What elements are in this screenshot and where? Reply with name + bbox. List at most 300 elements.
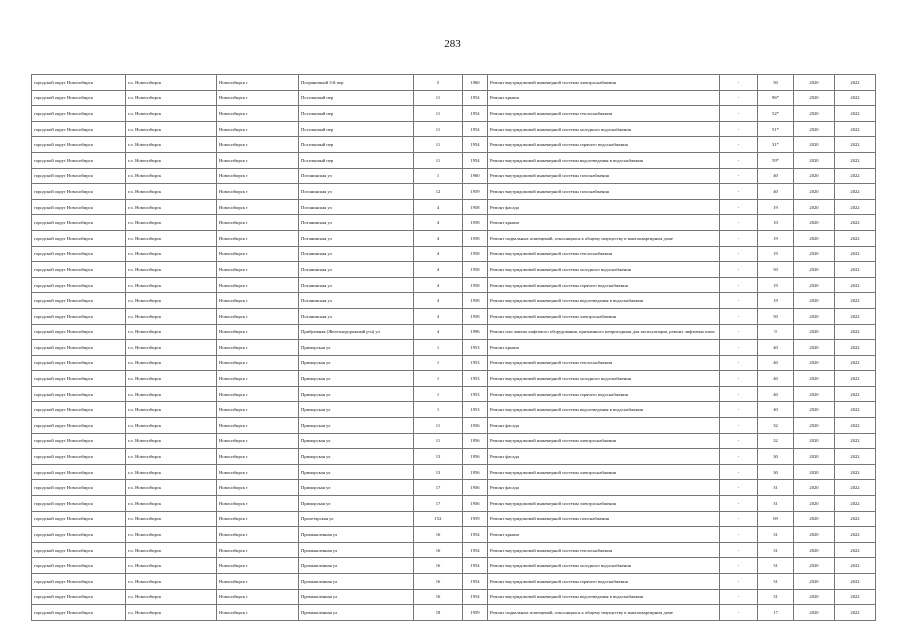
cell-locality: Новосибирск г xyxy=(217,386,299,402)
cell-end-year: 2022 xyxy=(835,293,876,309)
cell-construction-year: 1958 xyxy=(463,246,488,262)
table-row xyxy=(32,418,876,434)
cell-dash: - xyxy=(720,168,758,184)
cell-locality: Новосибирск г xyxy=(217,340,299,356)
cell-street: Потанинская ул xyxy=(299,293,414,309)
cell-city-district: г.о. Новосибирск xyxy=(126,199,217,215)
table-row xyxy=(32,480,876,496)
cell-start-year: 2020 xyxy=(794,527,835,543)
cell-end-year: 2022 xyxy=(835,90,876,106)
cell-cost: 50 xyxy=(758,75,794,91)
cell-construction-year: 1954 xyxy=(463,121,488,137)
cell-city-district: г.о. Новосибирск xyxy=(126,496,217,512)
cell-end-year: 2022 xyxy=(835,75,876,91)
cell-construction-year: 1953 xyxy=(463,355,488,371)
cell-start-year: 2020 xyxy=(794,511,835,527)
cell-house-number: 4 xyxy=(414,246,463,262)
cell-work-type: Ремонт внутридомовой инженерной системы электроснабжения xyxy=(488,496,720,512)
table-body xyxy=(32,75,876,621)
cell-end-year: 2022 xyxy=(835,496,876,512)
cell-start-year: 2020 xyxy=(794,199,835,215)
cell-house-number: 12 xyxy=(414,184,463,200)
cell-construction-year: 1958 xyxy=(463,277,488,293)
cell-city-district: г.о. Новосибирск xyxy=(126,371,217,387)
cell-locality: Новосибирск г xyxy=(217,418,299,434)
cell-city-district: г.о. Новосибирск xyxy=(126,589,217,605)
cell-locality: Новосибирск г xyxy=(217,230,299,246)
cell-dash: - xyxy=(720,449,758,465)
cell-cost: 59* xyxy=(758,152,794,168)
cell-house-number: 11 xyxy=(414,90,463,106)
table-row xyxy=(32,386,876,402)
cell-city-district: г.о. Новосибирск xyxy=(126,277,217,293)
cell-house-number: 1 xyxy=(414,340,463,356)
cell-municipal-district: городской округ Новосибирск xyxy=(32,418,126,434)
cell-start-year: 2020 xyxy=(794,308,835,324)
cell-end-year: 2022 xyxy=(835,355,876,371)
cell-municipal-district: городской округ Новосибирск xyxy=(32,75,126,91)
cell-cost: 40 xyxy=(758,184,794,200)
cell-municipal-district: городской округ Новосибирск xyxy=(32,293,126,309)
cell-municipal-district: городской округ Новосибирск xyxy=(32,464,126,480)
cell-end-year: 2022 xyxy=(835,262,876,278)
cell-locality: Новосибирск г xyxy=(217,324,299,340)
cell-end-year: 2022 xyxy=(835,324,876,340)
cell-dash: - xyxy=(720,386,758,402)
cell-city-district: г.о. Новосибирск xyxy=(126,386,217,402)
cell-cost: 40 xyxy=(758,168,794,184)
cell-city-district: г.о. Новосибирск xyxy=(126,106,217,122)
cell-city-district: г.о. Новосибирск xyxy=(126,464,217,480)
cell-city-district: г.о. Новосибирск xyxy=(126,90,217,106)
cell-locality: Новосибирск г xyxy=(217,449,299,465)
cell-end-year: 2022 xyxy=(835,480,876,496)
cell-house-number: 4 xyxy=(414,324,463,340)
cell-locality: Новосибирск г xyxy=(217,137,299,153)
cell-end-year: 2022 xyxy=(835,121,876,137)
cell-cost: 17 xyxy=(758,605,794,621)
cell-municipal-district: городской округ Новосибирск xyxy=(32,496,126,512)
cell-start-year: 2020 xyxy=(794,589,835,605)
cell-cost: 31 xyxy=(758,496,794,512)
cell-locality: Новосибирск г xyxy=(217,246,299,262)
cell-end-year: 2022 xyxy=(835,340,876,356)
cell-cost: 40 xyxy=(758,371,794,387)
cell-start-year: 2020 xyxy=(794,496,835,512)
cell-start-year: 2020 xyxy=(794,480,835,496)
cell-locality: Новосибирск г xyxy=(217,168,299,184)
cell-municipal-district: городской округ Новосибирск xyxy=(32,605,126,621)
cell-street: Промышленная ул xyxy=(299,558,414,574)
cell-dash: - xyxy=(720,371,758,387)
table-row xyxy=(32,324,876,340)
cell-street: Промышленная ул xyxy=(299,574,414,590)
cell-construction-year: 1956 xyxy=(463,433,488,449)
cell-start-year: 2020 xyxy=(794,75,835,91)
cell-locality: Новосибирск г xyxy=(217,355,299,371)
cell-start-year: 2020 xyxy=(794,464,835,480)
table-row xyxy=(32,542,876,558)
cell-end-year: 2022 xyxy=(835,308,876,324)
cell-end-year: 2022 xyxy=(835,137,876,153)
cell-work-type: Ремонт внутридомовой инженерной системы горячего водоснабжения xyxy=(488,574,720,590)
table-row xyxy=(32,511,876,527)
cell-street: Промышленная ул xyxy=(299,605,414,621)
cell-house-number: 13 xyxy=(414,464,463,480)
cell-street: Потанинская ул xyxy=(299,184,414,200)
cell-dash: - xyxy=(720,230,758,246)
cell-construction-year: 1956 xyxy=(463,496,488,512)
cell-municipal-district: городской округ Новосибирск xyxy=(32,277,126,293)
cell-city-district: г.о. Новосибирск xyxy=(126,152,217,168)
cell-dash: - xyxy=(720,511,758,527)
cell-work-type: Ремонт внутридомовой инженерной системы холодного водоснабжения xyxy=(488,262,720,278)
cell-work-type: Ремонт внутридомовой инженерной системы холодного водоснабжения xyxy=(488,371,720,387)
cell-construction-year: 1953 xyxy=(463,402,488,418)
cell-end-year: 2022 xyxy=(835,464,876,480)
cell-end-year: 2022 xyxy=(835,527,876,543)
cell-street: Приморская ул xyxy=(299,386,414,402)
cell-cost: 40 xyxy=(758,340,794,356)
cell-street: Пограничный 3-й пер xyxy=(299,75,414,91)
cell-city-district: г.о. Новосибирск xyxy=(126,246,217,262)
cell-start-year: 2020 xyxy=(794,324,835,340)
cell-construction-year: 1954 xyxy=(463,106,488,122)
cell-dash: - xyxy=(720,433,758,449)
cell-street: Потанинская ул xyxy=(299,215,414,231)
cell-street: Поселковый пер xyxy=(299,137,414,153)
cell-house-number: 11 xyxy=(414,137,463,153)
cell-house-number: 11 xyxy=(414,418,463,434)
cell-municipal-district: городской округ Новосибирск xyxy=(32,137,126,153)
cell-construction-year: 1954 xyxy=(463,90,488,106)
table-row xyxy=(32,184,876,200)
cell-cost: 31 xyxy=(758,589,794,605)
cell-end-year: 2022 xyxy=(835,230,876,246)
cell-house-number: 4 xyxy=(414,308,463,324)
cell-dash: - xyxy=(720,527,758,543)
cell-locality: Новосибирск г xyxy=(217,215,299,231)
cell-dash: - xyxy=(720,308,758,324)
cell-locality: Новосибирск г xyxy=(217,262,299,278)
cell-cost: 10 xyxy=(758,215,794,231)
cell-street: Потанинская ул xyxy=(299,308,414,324)
cell-house-number: 17 xyxy=(414,496,463,512)
cell-dash: - xyxy=(720,90,758,106)
cell-dash: - xyxy=(720,199,758,215)
table-row xyxy=(32,152,876,168)
cell-construction-year: 1958 xyxy=(463,215,488,231)
cell-work-type: Ремонт крыши xyxy=(488,527,720,543)
cell-municipal-district: городской округ Новосибирск xyxy=(32,449,126,465)
cell-work-type: Ремонт внутридомовой инженерной системы газоснабжения xyxy=(488,168,720,184)
cell-house-number: 5 xyxy=(414,75,463,91)
cell-city-district: г.о. Новосибирск xyxy=(126,168,217,184)
cell-house-number: 1 xyxy=(414,386,463,402)
cell-locality: Новосибирск г xyxy=(217,293,299,309)
cell-dash: - xyxy=(720,277,758,293)
cell-city-district: г.о. Новосибирск xyxy=(126,137,217,153)
cell-street: Потанинская ул xyxy=(299,230,414,246)
cell-municipal-district: городской округ Новосибирск xyxy=(32,371,126,387)
cell-start-year: 2020 xyxy=(794,542,835,558)
cell-dash: - xyxy=(720,246,758,262)
cell-construction-year: 1956 xyxy=(463,480,488,496)
cell-cost: 31 xyxy=(758,558,794,574)
cell-start-year: 2020 xyxy=(794,152,835,168)
cell-city-district: г.о. Новосибирск xyxy=(126,215,217,231)
cell-house-number: 4 xyxy=(414,262,463,278)
cell-start-year: 2020 xyxy=(794,386,835,402)
cell-start-year: 2020 xyxy=(794,230,835,246)
cell-cost: 50 xyxy=(758,262,794,278)
cell-start-year: 2020 xyxy=(794,402,835,418)
cell-house-number: 11 xyxy=(414,121,463,137)
cell-dash: - xyxy=(720,574,758,590)
table-row xyxy=(32,605,876,621)
cell-house-number: 18 xyxy=(414,605,463,621)
cell-city-district: г.о. Новосибирск xyxy=(126,121,217,137)
cell-municipal-district: городской округ Новосибирск xyxy=(32,558,126,574)
cell-cost: 31 xyxy=(758,480,794,496)
cell-end-year: 2022 xyxy=(835,558,876,574)
cell-street: Прибрежная (Железнодорожный р-н) ул xyxy=(299,324,414,340)
cell-city-district: г.о. Новосибирск xyxy=(126,542,217,558)
cell-start-year: 2020 xyxy=(794,340,835,356)
cell-work-type: Ремонт внутридомовой инженерной системы холодного водоснабжения xyxy=(488,121,720,137)
cell-house-number: 1 xyxy=(414,371,463,387)
table-row xyxy=(32,262,876,278)
cell-house-number: 11 xyxy=(414,152,463,168)
table-row xyxy=(32,527,876,543)
cell-work-type: Ремонт фасада xyxy=(488,480,720,496)
cell-work-type: Ремонт фасада xyxy=(488,418,720,434)
cell-locality: Новосибирск г xyxy=(217,574,299,590)
cell-locality: Новосибирск г xyxy=(217,75,299,91)
cell-street: Приморская ул xyxy=(299,464,414,480)
cell-construction-year: 1954 xyxy=(463,589,488,605)
cell-house-number: 4 xyxy=(414,215,463,231)
cell-street: Приморская ул xyxy=(299,340,414,356)
table-row xyxy=(32,574,876,590)
cell-street: Пролетарская ул xyxy=(299,511,414,527)
cell-end-year: 2022 xyxy=(835,106,876,122)
cell-work-type: Ремонт подвальных помещений, относящихся к общему имуществу в многоквартирном доме xyxy=(488,605,720,621)
cell-start-year: 2020 xyxy=(794,246,835,262)
cell-cost: 32 xyxy=(758,433,794,449)
cell-house-number: 1 xyxy=(414,168,463,184)
cell-city-district: г.о. Новосибирск xyxy=(126,574,217,590)
cell-cost: 31 xyxy=(758,527,794,543)
cell-dash: - xyxy=(720,605,758,621)
cell-construction-year: 1960 xyxy=(463,168,488,184)
cell-work-type: Ремонт крыши xyxy=(488,215,720,231)
cell-cost: 52* xyxy=(758,106,794,122)
cell-work-type: Ремонт крыши xyxy=(488,340,720,356)
cell-end-year: 2022 xyxy=(835,371,876,387)
cell-city-district: г.о. Новосибирск xyxy=(126,230,217,246)
cell-start-year: 2020 xyxy=(794,371,835,387)
page-number: 283 xyxy=(444,38,461,50)
cell-start-year: 2020 xyxy=(794,121,835,137)
cell-work-type: Ремонт внутридомовой инженерной системы водоотведения в водоснабжения xyxy=(488,293,720,309)
cell-house-number: 16 xyxy=(414,558,463,574)
cell-work-type: Ремонт внутридомовой инженерной системы теплоснабжения xyxy=(488,542,720,558)
cell-cost: 19 xyxy=(758,277,794,293)
cell-cost: 40 xyxy=(758,402,794,418)
cell-municipal-district: городской округ Новосибирск xyxy=(32,402,126,418)
table-row xyxy=(32,308,876,324)
cell-start-year: 2020 xyxy=(794,106,835,122)
cell-end-year: 2022 xyxy=(835,199,876,215)
cell-end-year: 2022 xyxy=(835,605,876,621)
cell-city-district: г.о. Новосибирск xyxy=(126,308,217,324)
cell-construction-year: 1958 xyxy=(463,199,488,215)
cell-work-type: Ремонт внутридомовой инженерной системы холодного водоснабжения xyxy=(488,558,720,574)
cell-work-type: Ремонт или замена лифтового оборудования, признанного непригодным для эксплуатации, ремонт лифтовых шахт xyxy=(488,324,720,340)
cell-start-year: 2020 xyxy=(794,558,835,574)
cell-cost: 30 xyxy=(758,464,794,480)
table-row xyxy=(32,199,876,215)
cell-house-number: 16 xyxy=(414,589,463,605)
cell-house-number: 152 xyxy=(414,511,463,527)
cell-cost: 69 xyxy=(758,511,794,527)
table-row xyxy=(32,293,876,309)
cell-work-type: Ремонт внутридомовой инженерной системы электроснабжения xyxy=(488,75,720,91)
table-row xyxy=(32,75,876,91)
cell-end-year: 2022 xyxy=(835,433,876,449)
cell-end-year: 2022 xyxy=(835,215,876,231)
cell-dash: - xyxy=(720,402,758,418)
cell-dash: - xyxy=(720,480,758,496)
cell-cost: 50 xyxy=(758,308,794,324)
cell-end-year: 2022 xyxy=(835,386,876,402)
cell-end-year: 2022 xyxy=(835,168,876,184)
cell-locality: Новосибирск г xyxy=(217,371,299,387)
cell-construction-year: 1954 xyxy=(463,137,488,153)
cell-work-type: Ремонт внутридомовой инженерной системы газоснабжения xyxy=(488,184,720,200)
cell-dash: - xyxy=(720,184,758,200)
cell-house-number: 4 xyxy=(414,199,463,215)
table-row xyxy=(32,589,876,605)
cell-street: Приморская ул xyxy=(299,355,414,371)
cell-construction-year: 1953 xyxy=(463,340,488,356)
cell-municipal-district: городской округ Новосибирск xyxy=(32,168,126,184)
cell-dash: - xyxy=(720,589,758,605)
cell-municipal-district: городской округ Новосибирск xyxy=(32,152,126,168)
cell-street: Поселковый пер xyxy=(299,90,414,106)
cell-start-year: 2020 xyxy=(794,262,835,278)
cell-municipal-district: городской округ Новосибирск xyxy=(32,324,126,340)
cell-work-type: Ремонт внутридомовой инженерной системы теплоснабжения xyxy=(488,106,720,122)
cell-house-number: 11 xyxy=(414,106,463,122)
cell-start-year: 2020 xyxy=(794,574,835,590)
cell-dash: - xyxy=(720,464,758,480)
cell-start-year: 2020 xyxy=(794,168,835,184)
table-row xyxy=(32,464,876,480)
cell-start-year: 2020 xyxy=(794,137,835,153)
cell-house-number: 17 xyxy=(414,480,463,496)
cell-street: Промышленная ул xyxy=(299,589,414,605)
cell-end-year: 2022 xyxy=(835,542,876,558)
capital-repair-table xyxy=(31,74,876,621)
cell-work-type: Ремонт внутридомовой инженерной системы водоотведения в водоснабжения xyxy=(488,589,720,605)
cell-street: Поселковый пер xyxy=(299,121,414,137)
cell-end-year: 2022 xyxy=(835,449,876,465)
cell-construction-year: 1954 xyxy=(463,152,488,168)
cell-work-type: Ремонт внутридомовой инженерной системы горячего водоснабжения xyxy=(488,137,720,153)
cell-city-district: г.о. Новосибирск xyxy=(126,355,217,371)
cell-municipal-district: городской округ Новосибирск xyxy=(32,511,126,527)
cell-dash: - xyxy=(720,496,758,512)
cell-municipal-district: городской округ Новосибирск xyxy=(32,246,126,262)
cell-municipal-district: городской округ Новосибирск xyxy=(32,262,126,278)
cell-construction-year: 1954 xyxy=(463,574,488,590)
cell-dash: - xyxy=(720,75,758,91)
cell-cost: 51* xyxy=(758,121,794,137)
cell-work-type: Ремонт подвальных помещений, относящихся к общему имуществу в многоквартирном доме xyxy=(488,230,720,246)
cell-street: Приморская ул xyxy=(299,496,414,512)
cell-locality: Новосибирск г xyxy=(217,152,299,168)
cell-house-number: 4 xyxy=(414,277,463,293)
cell-start-year: 2020 xyxy=(794,418,835,434)
cell-dash: - xyxy=(720,137,758,153)
cell-locality: Новосибирск г xyxy=(217,308,299,324)
cell-dash: - xyxy=(720,340,758,356)
cell-construction-year: 1958 xyxy=(463,293,488,309)
cell-end-year: 2022 xyxy=(835,277,876,293)
cell-dash: - xyxy=(720,262,758,278)
cell-cost: 31 xyxy=(758,574,794,590)
table-row xyxy=(32,433,876,449)
cell-house-number: 1 xyxy=(414,402,463,418)
cell-municipal-district: городской округ Новосибирск xyxy=(32,308,126,324)
cell-start-year: 2020 xyxy=(794,605,835,621)
cell-locality: Новосибирск г xyxy=(217,464,299,480)
cell-work-type: Ремонт внутридомовой инженерной системы горячего водоснабжения xyxy=(488,277,720,293)
cell-work-type: Ремонт крыши xyxy=(488,90,720,106)
cell-construction-year: 1959 xyxy=(463,605,488,621)
cell-end-year: 2022 xyxy=(835,246,876,262)
cell-house-number: 4 xyxy=(414,293,463,309)
table-row xyxy=(32,340,876,356)
cell-construction-year: 1956 xyxy=(463,418,488,434)
cell-municipal-district: городской округ Новосибирск xyxy=(32,527,126,543)
cell-locality: Новосибирск г xyxy=(217,527,299,543)
cell-end-year: 2022 xyxy=(835,511,876,527)
cell-start-year: 2020 xyxy=(794,355,835,371)
cell-city-district: г.о. Новосибирск xyxy=(126,418,217,434)
table-row xyxy=(32,402,876,418)
table-row xyxy=(32,106,876,122)
cell-municipal-district: городской округ Новосибирск xyxy=(32,480,126,496)
cell-street: Приморская ул xyxy=(299,480,414,496)
cell-city-district: г.о. Новосибирск xyxy=(126,262,217,278)
cell-work-type: Ремонт внутридомовой инженерной системы водоотведения в водоснабжения xyxy=(488,402,720,418)
cell-municipal-district: городской округ Новосибирск xyxy=(32,433,126,449)
cell-cost: 40 xyxy=(758,355,794,371)
cell-cost: 19 xyxy=(758,246,794,262)
cell-street: Промышленная ул xyxy=(299,527,414,543)
cell-cost: 32 xyxy=(758,418,794,434)
cell-municipal-district: городской округ Новосибирск xyxy=(32,184,126,200)
cell-locality: Новосибирск г xyxy=(217,90,299,106)
cell-cost: 19 xyxy=(758,230,794,246)
cell-construction-year: 1954 xyxy=(463,527,488,543)
cell-dash: - xyxy=(720,324,758,340)
table-row xyxy=(32,449,876,465)
cell-street: Поселковый пер xyxy=(299,106,414,122)
